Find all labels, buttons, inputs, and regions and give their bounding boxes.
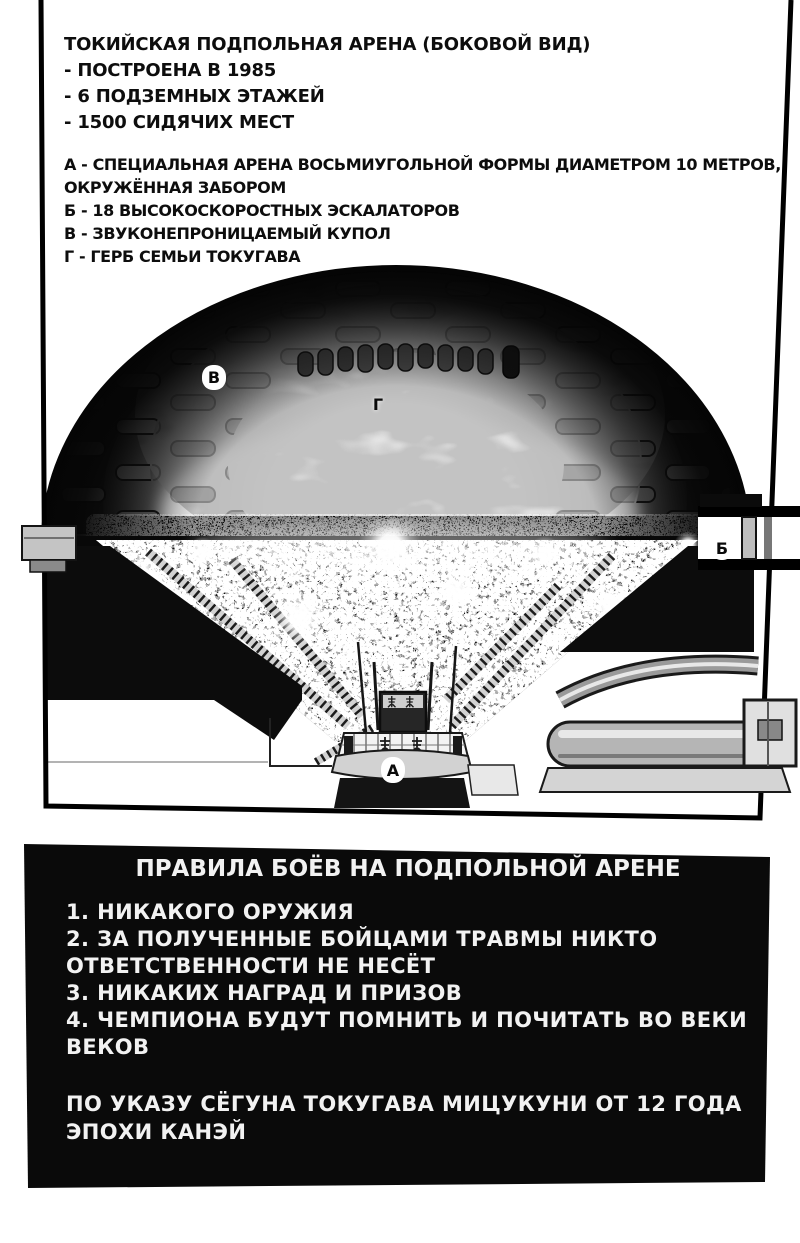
fence-pillar-left	[344, 736, 353, 754]
entrance-corridor-right	[698, 494, 800, 570]
legend-line-a2: ОКРУЖЁННАЯ ЗАБОРОМ	[64, 178, 286, 197]
foundation-left-step	[214, 700, 302, 740]
rule-line-2b: ОТВЕТСТВЕННОСТИ НЕ НЕСЁТ	[66, 954, 436, 978]
marker-escalators: Б	[711, 536, 733, 560]
legend-line-a: А - СПЕЦИАЛЬНАЯ АРЕНА ВОСЬМИУГОЛЬНОЙ ФОРМЫ ДИАМЕТРОМ 10 МЕТРОВ,	[64, 155, 781, 174]
fence-pillar-right	[453, 736, 462, 754]
platform-base	[334, 778, 470, 808]
legend-line-g: Г - ГЕРБ СЕМЬИ ТОКУГАВА	[64, 247, 301, 266]
legend-line-v: В - ЗВУКОНЕПРОНИЦАЕМЫЙ КУПОЛ	[64, 224, 391, 243]
rule-line-3: 3. НИКАКИХ НАГРАД И ПРИЗОВ	[66, 981, 463, 1005]
diagram-fact-1: - ПОСТРОЕНА В 1985	[64, 60, 277, 81]
rule-line-1: 1. НИКАКОГО ОРУЖИЯ	[66, 900, 355, 924]
rule-line-4b: ВЕКОВ	[66, 1035, 150, 1059]
rules-heading: ПРАВИЛА БОЁВ НА ПОДПОЛЬНОЙ АРЕНЕ	[135, 856, 681, 882]
rules-panel	[18, 830, 774, 1192]
marker-crest: Г	[372, 394, 384, 414]
marker-arena: А	[381, 757, 405, 783]
marker-dome: В	[202, 365, 226, 390]
decree-line-1: ПО УКАЗУ СЁГУНА ТОКУГАВА МИЦУКУНИ ОТ 12 ГОДА	[66, 1092, 742, 1116]
diagram-fact-2: - 6 ПОДЗЕМНЫХ ЭТАЖЕЙ	[64, 86, 325, 107]
legend-line-b: Б - 18 ВЫСОКОСКОРОСТНЫХ ЭСКАЛАТОРОВ	[64, 201, 460, 220]
escalator-tube	[540, 664, 796, 792]
rule-line-4: 4. ЧЕМПИОНА БУДУТ ПОМНИТЬ И ПОЧИТАТЬ ВО ВЕКИ	[66, 1008, 748, 1032]
platform-side-slab	[468, 765, 518, 795]
diagram-fact-3: - 1500 СИДЯЧИХ МЕСТ	[64, 112, 294, 133]
diagram-title: ТОКИЙСКАЯ ПОДПОЛЬНАЯ АРЕНА (БОКОВОЙ ВИД)	[64, 34, 591, 55]
decree-line-2: ЭПОХИ КАНЭЙ	[66, 1120, 247, 1144]
dome-shading	[44, 268, 748, 542]
rule-line-2: 2. ЗА ПОЛУЧЕННЫЕ БОЙЦАМИ ТРАВМЫ НИКТО	[66, 927, 658, 951]
